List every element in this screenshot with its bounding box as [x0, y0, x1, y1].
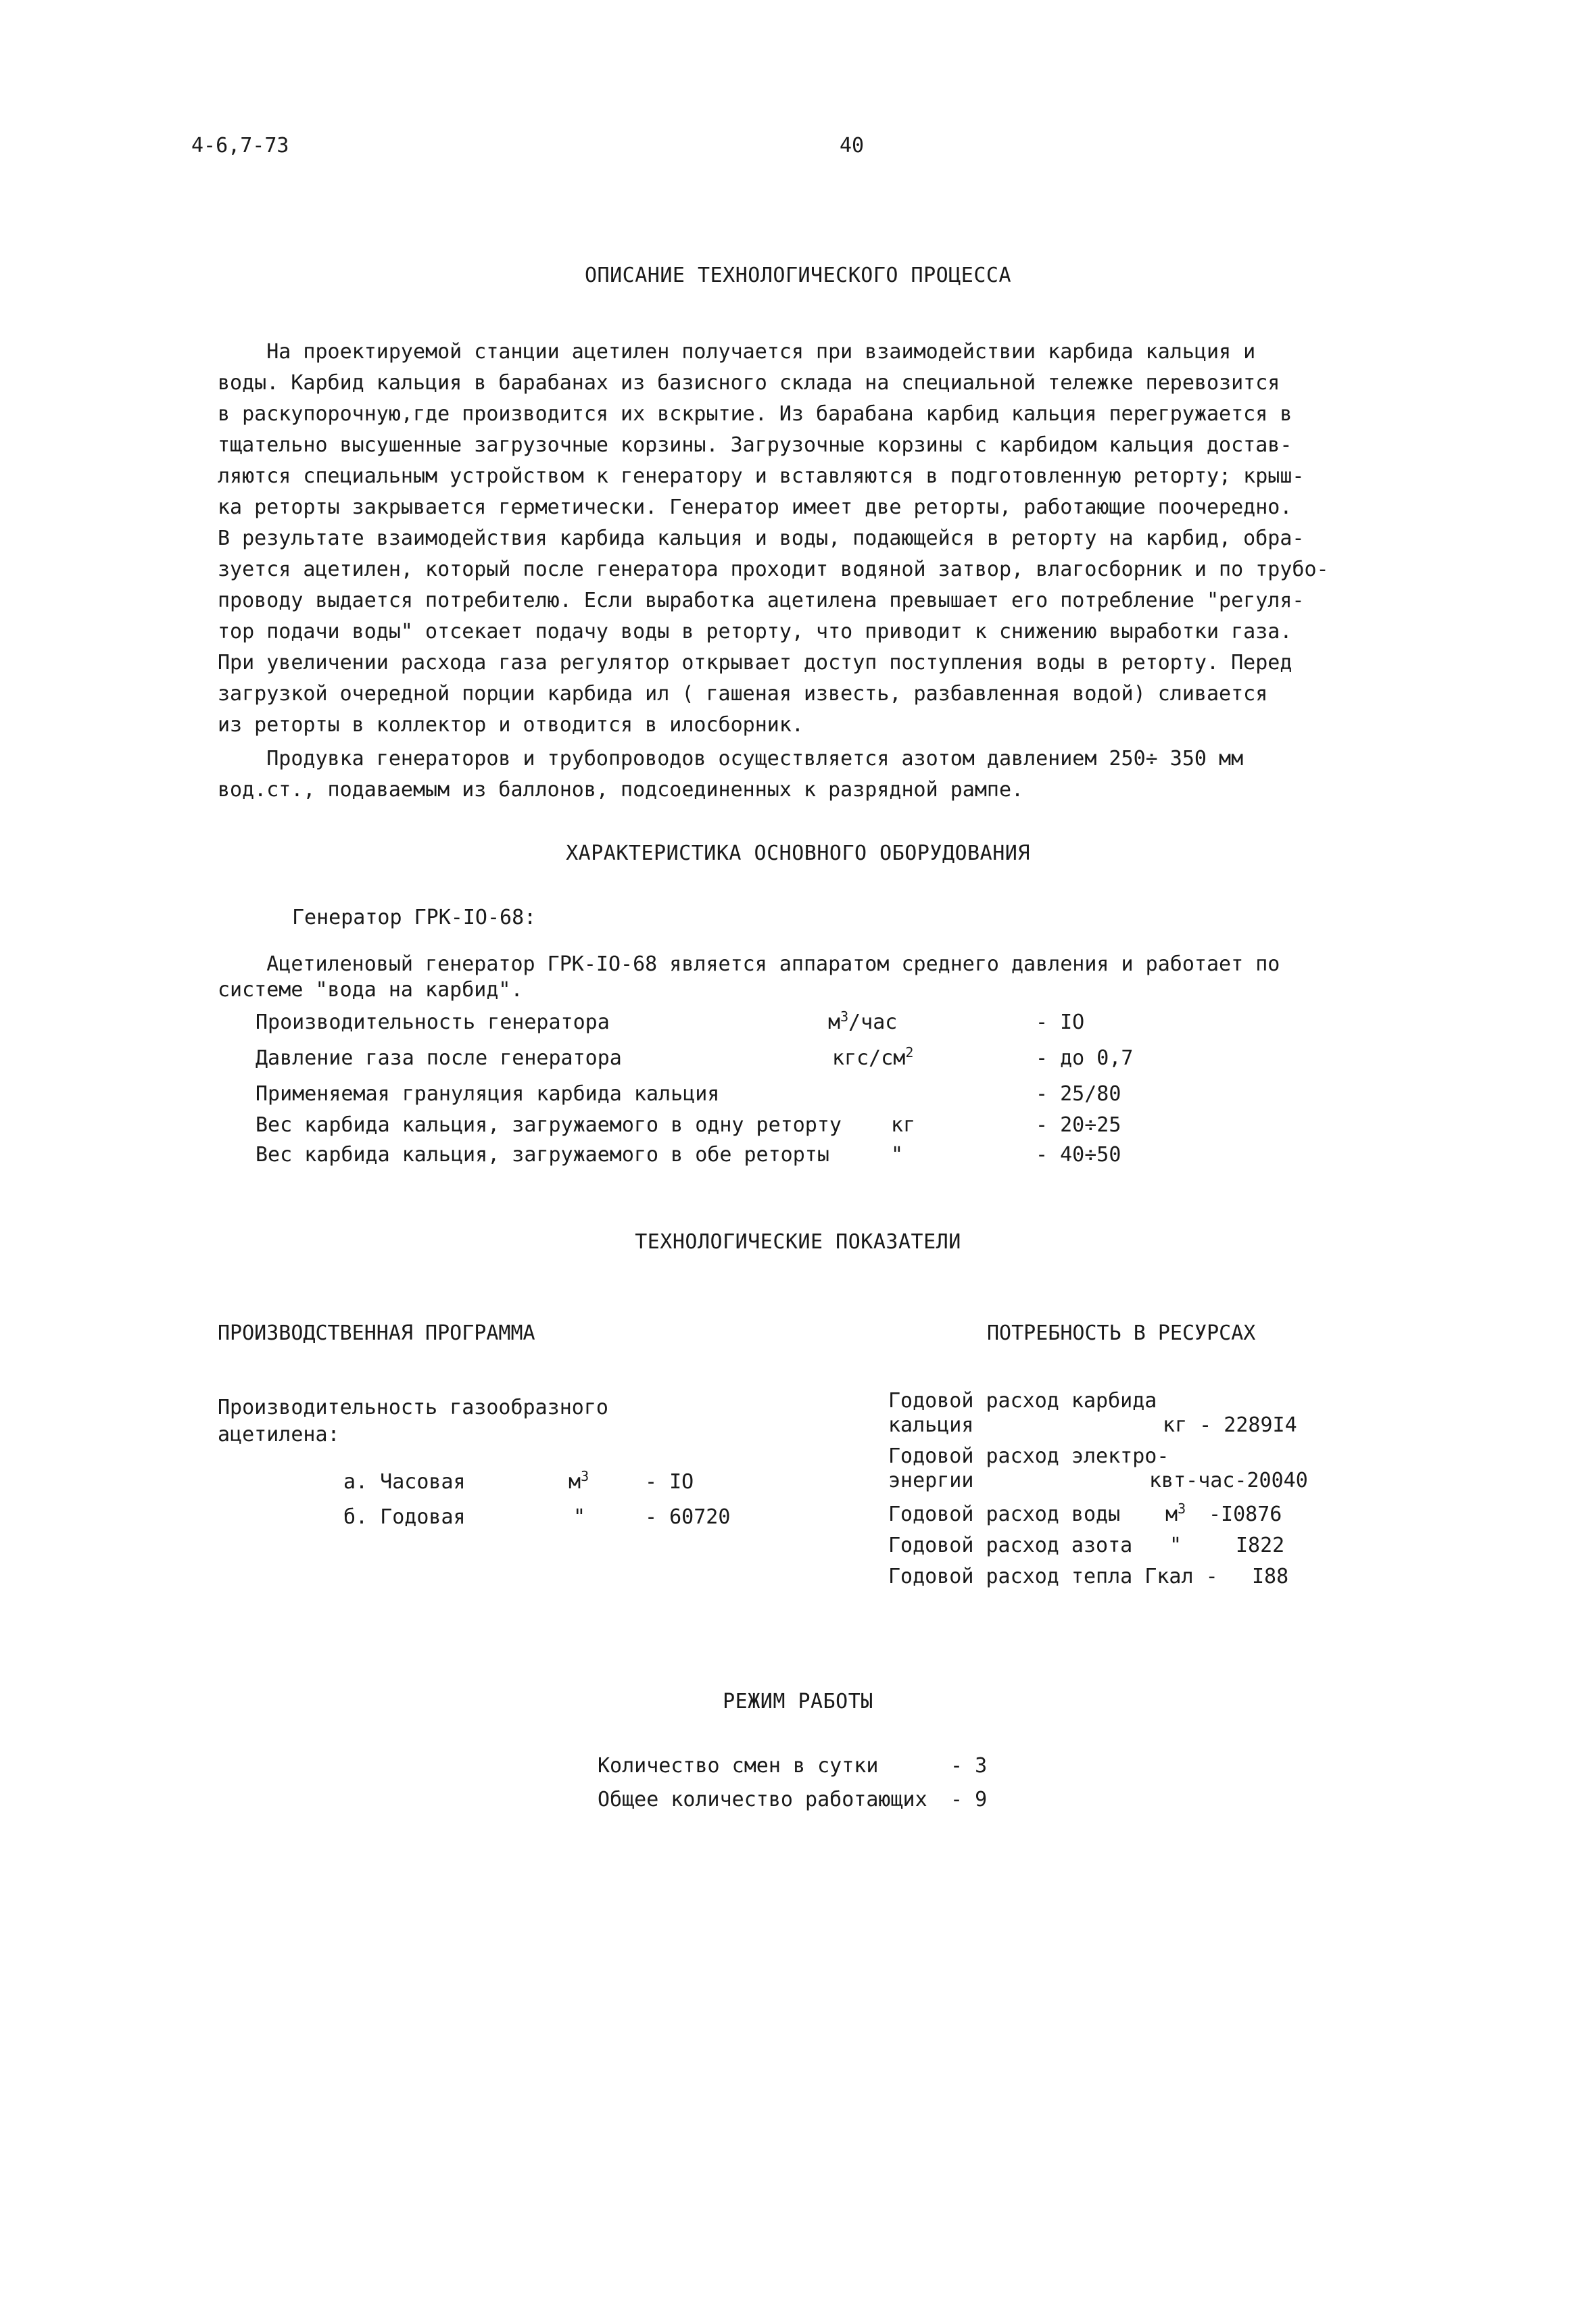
- resource-nitrogen-unit: ": [1169, 1534, 1182, 1557]
- spec-value: - 20÷25: [1036, 1113, 1121, 1137]
- resource-electricity-label-cont: энергии: [888, 1469, 974, 1492]
- resource-water-unit: $м^3$: [1165, 1501, 1186, 1526]
- resource-electricity-value: квт-час-20040: [1149, 1469, 1308, 1492]
- spec-value: - IO: [1036, 1010, 1085, 1034]
- section-title-process: ОПИСАНИЕ ТЕХНОЛОГИЧЕСКОГО ПРОЦЕССА: [584, 264, 1012, 287]
- spec-name: Производительность генератора: [256, 1010, 610, 1034]
- program-value: - IO: [645, 1470, 694, 1494]
- production-program-heading: ПРОИЗВОДСТВЕННАЯ ПРОГРАММА: [218, 1321, 535, 1345]
- document-code: 4-6,7-73: [191, 134, 289, 157]
- text-line: При увеличении расхода газа регулятор открывает доступ поступления воды в реторту. Перед: [218, 651, 1292, 675]
- resource-nitrogen-label: Годовой расход азота: [888, 1534, 1133, 1557]
- workers-value: - 9: [950, 1788, 988, 1811]
- resource-water-value: -I0876: [1209, 1503, 1282, 1526]
- productivity-label-cont: ацетилена:: [218, 1423, 340, 1446]
- spec-unit: кгс/$см^2$: [832, 1044, 914, 1070]
- text-line: Ацетиленовый генератор ГРК-IO-68 является аппаратом среднего давления и работает по: [218, 952, 1280, 976]
- resource-carbide-label: Годовой расход карбида: [888, 1389, 1157, 1413]
- shifts-value: - 3: [950, 1754, 988, 1778]
- section-title-indicators: ТЕХНОЛОГИЧЕСКИЕ ПОКАЗАТЕЛИ: [635, 1230, 961, 1254]
- text-line: загрузкой очередной порции карбида ил ( гашеная известь, разбавленная водой) сливается: [218, 682, 1268, 706]
- spec-value: - до 0,7: [1036, 1046, 1134, 1070]
- generator-heading: Генератор ГРК-IO-68:: [292, 906, 537, 929]
- program-unit: $м^3$: [569, 1468, 589, 1494]
- text-line: системе "вода на карбид".: [218, 978, 523, 1002]
- resource-heat-value: I88: [1252, 1565, 1289, 1588]
- text-line: вод.ст., подаваемым из баллонов, подсоединенных к разрядной рампе.: [218, 778, 1024, 802]
- spec-name: Давление газа после генератора: [256, 1046, 622, 1070]
- productivity-label: Производительность газообразного: [218, 1396, 608, 1419]
- program-label: б. Годовая: [343, 1505, 466, 1529]
- resource-water-label: Годовой расход воды: [888, 1503, 1121, 1526]
- text-line: В результате взаимодействия карбида кальция и воды, подающейся в реторту на карбид, обра-: [218, 527, 1305, 550]
- spec-name: Вес карбида кальция, загружаемого в одну реторту: [256, 1113, 842, 1137]
- text-line: Продувка генераторов и трубопроводов осуществляется азотом давлением 250÷ 350 мм: [218, 747, 1244, 771]
- text-line: зуется ацетилен, который после генератора проходит водяной затвор, влагосборник и по трубо-: [218, 558, 1329, 581]
- spec-unit: ": [891, 1143, 904, 1167]
- text-line: проводу выдается потребителю. Если выработка ацетилена превышает его потребление "регуля-: [218, 589, 1305, 612]
- resource-electricity-label: Годовой расход электро-: [888, 1444, 1169, 1468]
- spec-value: - 40÷50: [1036, 1143, 1121, 1167]
- resource-carbide-label-cont: кальция: [888, 1413, 974, 1437]
- resources-heading: ПОТРЕБНОСТЬ В РЕСУРСАХ: [987, 1321, 1256, 1345]
- resource-carbide-value: кг - 2289I4: [1163, 1413, 1297, 1437]
- resource-heat-label: Годовой расход тепла Гкал -: [888, 1565, 1218, 1588]
- workers-label: Общее количество работающих: [598, 1788, 927, 1811]
- program-unit: ": [573, 1505, 586, 1529]
- program-label: а. Часовая: [343, 1470, 466, 1494]
- text-line: в раскупорочную,где производится их вскрытие. Из барабана карбид кальция перегружается в: [218, 402, 1292, 426]
- resource-nitrogen-value: I822: [1236, 1534, 1285, 1557]
- spec-unit: кг: [891, 1113, 916, 1137]
- text-line: воды. Карбид кальция в барабанах из базисного склада на специальной тележке перевозится: [218, 371, 1280, 395]
- spec-name: Применяемая грануляция карбида кальция: [256, 1082, 720, 1106]
- text-line: На проектируемой станции ацетилен получается при взаимодействии карбида кальция и: [218, 340, 1256, 364]
- text-line: ляются специальным устройством к генератору и вставляются в подготовленную реторту; крыш-: [218, 464, 1305, 488]
- spec-name: Вес карбида кальция, загружаемого в обе реторты: [256, 1143, 829, 1167]
- text-line: ка реторты закрывается герметически. Генератор имеет две реторты, работающие поочередно.: [218, 495, 1292, 519]
- spec-value: - 25/80: [1036, 1082, 1121, 1106]
- page-number: 40: [840, 134, 865, 157]
- text-line: тщательно высушенные загрузочные корзины. Загрузочные корзины с карбидом кальция достав-: [218, 433, 1292, 457]
- text-line: из реторты в коллектор и отводится в илосборник.: [218, 713, 804, 737]
- spec-unit: $м^3$/час: [828, 1008, 898, 1034]
- text-line: тор подачи воды" отсекает подачу воды в реторту, что приводит к снижению выработки газа.: [218, 620, 1292, 643]
- section-title-equipment: ХАРАКТЕРИСТИКА ОСНОВНОГО ОБОРУДОВАНИЯ: [566, 842, 1030, 865]
- section-title-work-mode: РЕЖИМ РАБОТЫ: [723, 1690, 873, 1713]
- shifts-label: Количество смен в сутки: [598, 1754, 879, 1778]
- program-value: - 60720: [645, 1505, 731, 1529]
